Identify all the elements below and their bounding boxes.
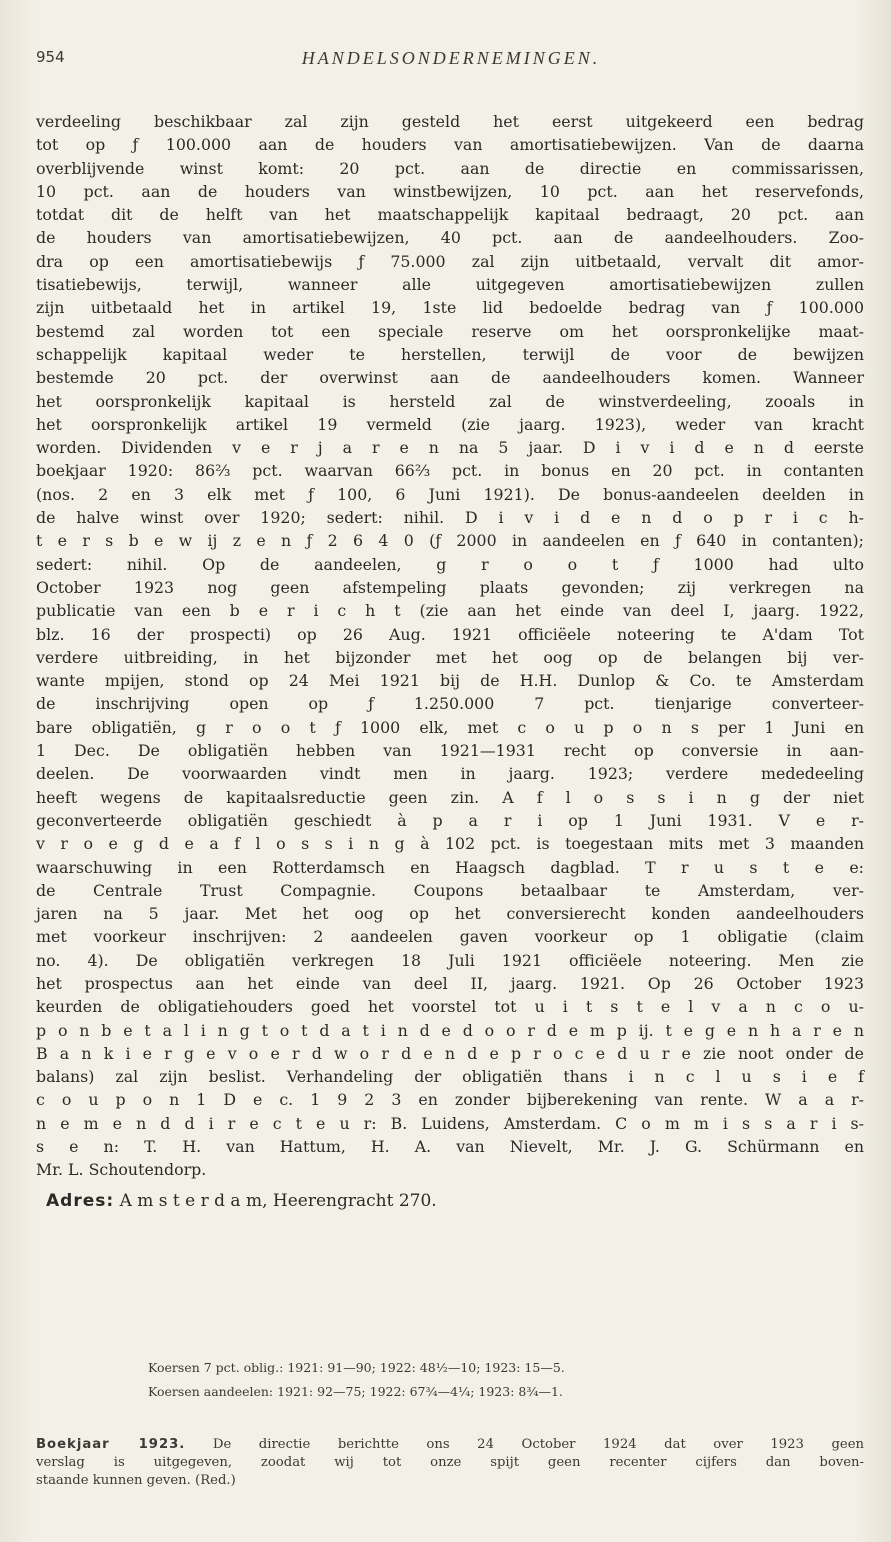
text-line: B a n k i e r g e v o e r d w o r d e n d e p r o c e d u r e zie noot onder de: [36, 1043, 864, 1063]
text-line: v r o e g d e a f l o s s i n g à 102 pct. is toegestaan mits met 3 maanden: [36, 834, 864, 854]
text-line: bestemde 20 pct. der overwinst aan de aandeelhouders komen. Wanneer: [36, 368, 864, 388]
text-line: jaren na 5 jaar. Met het oog op het conversierecht konden aandeelhouders: [36, 904, 864, 924]
text-line: het oorspronkelijk artikel 19 vermeld (zie jaarg. 1923), weder van kracht: [36, 414, 864, 434]
text-line: deelen. De voorwaarden vindt men in jaarg. 1923; verdere mededeeling: [36, 764, 864, 784]
text-line: geconverteerde obligatiën geschiedt à p a r i op 1 Juni 1931. V e r-: [36, 810, 864, 830]
text-line: tot op ƒ 100.000 aan de houders van amortisatiebewijzen. Van de daarna: [36, 135, 864, 155]
text-line: publicatie van een b e r i c h t (zie aan het einde van deel I, jaarg. 1922,: [36, 601, 864, 621]
text-line: zijn uitbetaald het in artikel 19, 1ste lid bedoelde bedrag van ƒ 100.000: [36, 298, 864, 318]
text-line: de houders van amortisatiebewijzen, 40 pct. aan de aandeelhouders. Zoo-: [36, 228, 864, 248]
text-line: verdere uitbreiding, in het bijzonder met het oog op de belangen bij ver-: [36, 647, 864, 667]
text-line: Mr. L. Schoutendorp.: [36, 1160, 207, 1180]
address-line: [36, 1186, 864, 1216]
text-line: (nos. 2 en 3 elk met ƒ 100, 6 Juni 1921). De bonus-aandeelen deelden in: [36, 484, 864, 504]
text-line: bare obligatiën, g r o o t ƒ 1000 elk, met c o u p o n s per 1 Juni en: [36, 717, 864, 737]
address-label: Adres:: [46, 1190, 115, 1211]
quote-shares: Koersen aandeelen: 1921: 92—75; 1922: 67¾—4¼; 1923: 8¾—1.: [148, 1384, 563, 1399]
text-line: no. 4). De obligatiën verkregen 18 Juli 1921 officiëele noteering. Men zie: [36, 950, 864, 970]
text-line: n e m e n d d i r e c t e u r: B. Luidens, Amsterdam. C o m m i s s a r i s-: [36, 1113, 864, 1133]
text-line: de inschrijving open op ƒ 1.250.000 7 pct. tienjarige converteer-: [36, 694, 864, 714]
text-line: met voorkeur inschrijven: 2 aandeelen gaven voorkeur op 1 obligatie (claim: [36, 927, 864, 947]
address-city: A m s t e r d a m,: [119, 1190, 268, 1211]
body-text: [36, 110, 864, 1216]
page-number: 954: [36, 48, 65, 66]
text-line: c o u p o n 1 D e c. 1 9 2 3 en zonder bijberekening van rente. W a a r-: [36, 1090, 864, 1110]
note-text: De directie berichtte ons 24 October 1924 dat over 1923 geen: [212, 1437, 864, 1452]
text-line: worden. Dividenden v e r j a r e n na 5 jaar. D i v i d e n d eerste: [36, 438, 864, 458]
text-line: keurden de obligatiehouders goed het voorstel tot u i t s t e l v a n c o u-: [36, 997, 864, 1017]
text-line: 1 Dec. De obligatiën hebben van 1921—1931 recht op conversie in aan-: [36, 741, 864, 761]
running-title: HANDELSONDERNEMINGEN.: [301, 48, 601, 68]
text-line: het prospectus aan het einde van deel II, jaarg. 1921. Op 26 October 1923: [36, 973, 864, 993]
text-line: sedert: nihil. Op de aandeelen, g r o o t ƒ 1000 had ulto: [36, 554, 864, 574]
note-line: staande kunnen geven. (Red.): [36, 1473, 236, 1488]
text-line: totdat dit de helft van het maatschappelijk kapitaal bedraagt, 20 pct. aan: [36, 205, 864, 225]
text-line: het oorspronkelijk kapitaal is hersteld zal de winstverdeeling, zooals in: [36, 391, 864, 411]
note-line: [36, 1436, 864, 1454]
text-line: p o n b e t a l i n g t o t d a t i n d e d o o r d e m p ij. t e g e n h a r e n: [36, 1020, 864, 1040]
text-line: t e r s b e w ij z e n ƒ 2 6 4 0 (ƒ 2000 in aandeelen en ƒ 640 in contanten);: [36, 531, 864, 551]
price-quotes: [148, 1356, 808, 1404]
editorial-note: [36, 1436, 864, 1490]
text-line: 10 pct. aan de houders van winstbewijzen, 10 pct. aan het reservefonds,: [36, 181, 864, 201]
text-line: balans) zal zijn beslist. Verhandeling der obligatiën thans i n c l u s i e f: [36, 1067, 864, 1087]
text-line: de halve winst over 1920; sedert: nihil. D i v i d e n d o p r i c h-: [36, 508, 864, 528]
text-line: overblijvende winst komt: 20 pct. aan de directie en commissarissen,: [36, 158, 864, 178]
quote-bonds: Koersen 7 pct. oblig.: 1921: 91—90; 1922: 48½—10; 1923: 15—5.: [148, 1360, 565, 1375]
text-line: de Centrale Trust Compagnie. Coupons betaalbaar te Amsterdam, ver-: [36, 880, 864, 900]
text-line: dra op een amortisatiebewijs ƒ 75.000 zal zijn uitbetaald, vervalt dit amor-: [36, 251, 864, 271]
note-line: verslag is uitgegeven, zoodat wij tot onze spijt geen recenter cijfers dan boven-: [36, 1455, 864, 1470]
text-line: wante mpijen, stond op 24 Mei 1921 bij de H.H. Dunlop & Co. te Amsterdam: [36, 671, 864, 691]
address-street: Heerengracht 270.: [272, 1190, 437, 1211]
text-line: tisatiebewijs, terwijl, wanneer alle uitgegeven amortisatiebewijzen zullen: [36, 275, 864, 295]
page-header: [36, 48, 866, 78]
text-line: heeft wegens de kapitaalsreductie geen zin. A f l o s s i n g der niet: [36, 787, 864, 807]
text-line: waarschuwing in een Rotterdamsch en Haagsch dagblad. T r u s t e e:: [36, 857, 864, 877]
text-line: bestemd zal worden tot een speciale reserve om het oorspronkelijke maat-: [36, 321, 864, 341]
text-line: schappelijk kapitaal weder te herstellen, terwijl de voor de bewijzen: [36, 344, 864, 364]
text-line: s e n: T. H. van Hattum, H. A. van Nievelt, Mr. J. G. Schürmann en: [36, 1137, 864, 1157]
note-label: Boekjaar 1923.: [36, 1437, 186, 1452]
text-line: verdeeling beschikbaar zal zijn gesteld het eerst uitgekeerd een bedrag: [36, 112, 864, 131]
text-line: October 1923 nog geen afstempeling plaats gevonden; zij verkregen na: [36, 577, 864, 597]
text-line: boekjaar 1920: 86⅔ pct. waarvan 66⅔ pct. in bonus en 20 pct. in contanten: [36, 461, 864, 481]
text-line: blz. 16 der prospecti) op 26 Aug. 1921 officiëele noteering te A'dam Tot: [36, 624, 864, 644]
